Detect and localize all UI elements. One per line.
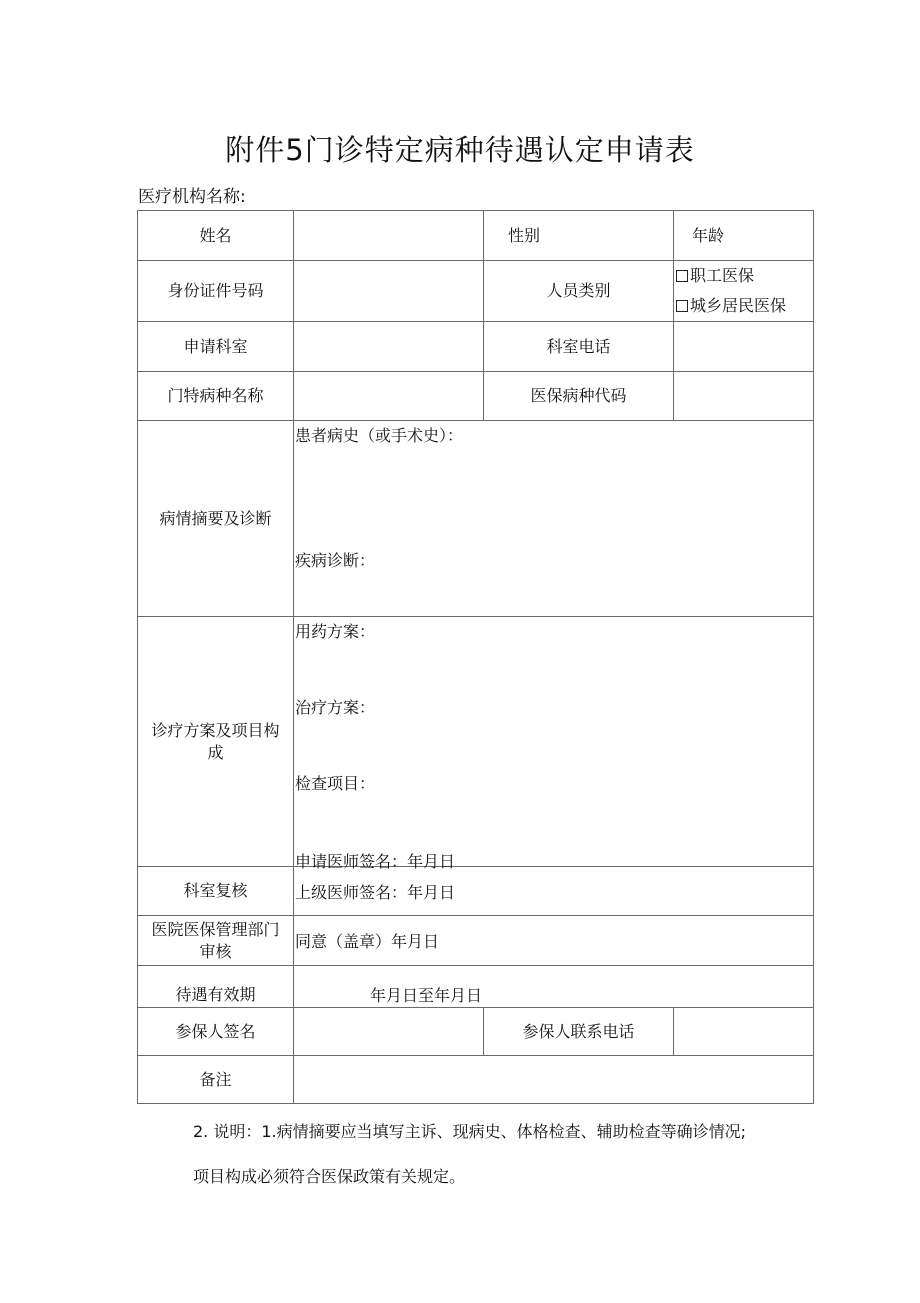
superior-signature: 上级医师签名：年月日 (295, 882, 456, 902)
doctor-signature: 申请医师签名：年月日 (295, 852, 456, 871)
insured-signature-field[interactable] (294, 1008, 484, 1056)
note-line-1: 2. 说明：1.病情摘要应当填写主诉、现病史、体格检查、辅助检查等确诊情况; (193, 1122, 747, 1141)
row-insurance-dept (138, 916, 814, 966)
note-line-2: 项目构成必须符合医保政策有关规定。 (193, 1167, 466, 1186)
row-summary (138, 421, 814, 617)
row-plan (138, 617, 814, 867)
row-validity (138, 966, 814, 1008)
id-number-label: 身份证件号码 (138, 261, 294, 322)
plan-field[interactable] (294, 617, 814, 871)
summary-label: 病情摘要及诊断 (138, 421, 294, 617)
age-label: 年龄 (674, 211, 814, 261)
checkbox-icon[interactable] (676, 300, 688, 312)
insurance-dept-label: 医院医保管理部门 审核 (138, 916, 294, 966)
org-name-label: 医疗机构名称: (138, 187, 246, 207)
id-number-field[interactable] (294, 261, 484, 322)
row-review (138, 867, 814, 916)
disease-name-field[interactable] (294, 372, 484, 421)
exam-label: 检查项目： (295, 774, 376, 793)
row-insured (138, 1008, 814, 1056)
dept-phone-label: 科室电话 (484, 322, 674, 372)
summary-field[interactable] (294, 421, 814, 617)
agree-stamp: 同意（盖章）年月日 (295, 932, 440, 951)
disease-code-field[interactable] (674, 372, 814, 421)
person-type-label: 人员类别 (484, 261, 674, 322)
dept-phone-field[interactable] (674, 322, 814, 372)
dept-label: 申请科室 (138, 322, 294, 372)
name-field[interactable] (294, 211, 484, 261)
disease-name-label: 门特病种名称 (138, 372, 294, 421)
treatment-label: 治疗方案： (295, 698, 376, 717)
checkbox-icon[interactable] (676, 270, 688, 282)
dept-field[interactable] (294, 322, 484, 372)
row-remarks (138, 1056, 814, 1104)
insured-phone-label: 参保人联系电话 (484, 1008, 674, 1056)
row-id (138, 261, 814, 322)
validity-value: 年月日至年月日 (370, 986, 483, 1005)
person-type-options (674, 261, 814, 322)
history-label: 患者病史（或手术史）： (295, 426, 464, 445)
review-field[interactable] (294, 867, 814, 916)
insured-signature-label: 参保人签名 (138, 1008, 294, 1056)
row-dept (138, 322, 814, 372)
option-resident-insurance[interactable]: 城乡居民医保 (674, 291, 813, 321)
disease-code-label: 医保病种代码 (484, 372, 674, 421)
medication-label: 用药方案： (295, 622, 376, 641)
validity-field[interactable] (294, 966, 814, 1008)
plan-label: 诊疗方案及项目构 成 (138, 617, 294, 867)
diagnosis-label: 疾病诊断： (295, 551, 376, 570)
remarks-field[interactable] (294, 1056, 814, 1104)
insured-phone-field[interactable] (674, 1008, 814, 1056)
validity-label: 待遇有效期 (138, 966, 294, 1008)
row-disease (138, 372, 814, 421)
insurance-dept-field[interactable] (294, 916, 814, 966)
name-label: 姓名 (138, 211, 294, 261)
remarks-label: 备注 (138, 1056, 294, 1104)
row-name (138, 211, 814, 261)
review-label: 科室复核 (138, 867, 294, 916)
gender-label: 性别 (484, 211, 674, 261)
application-form-table (137, 210, 814, 1104)
page-title: 附件5门诊特定病种待遇认定申请表 (225, 133, 695, 167)
option-employee-insurance[interactable]: 职工医保 (674, 261, 813, 291)
